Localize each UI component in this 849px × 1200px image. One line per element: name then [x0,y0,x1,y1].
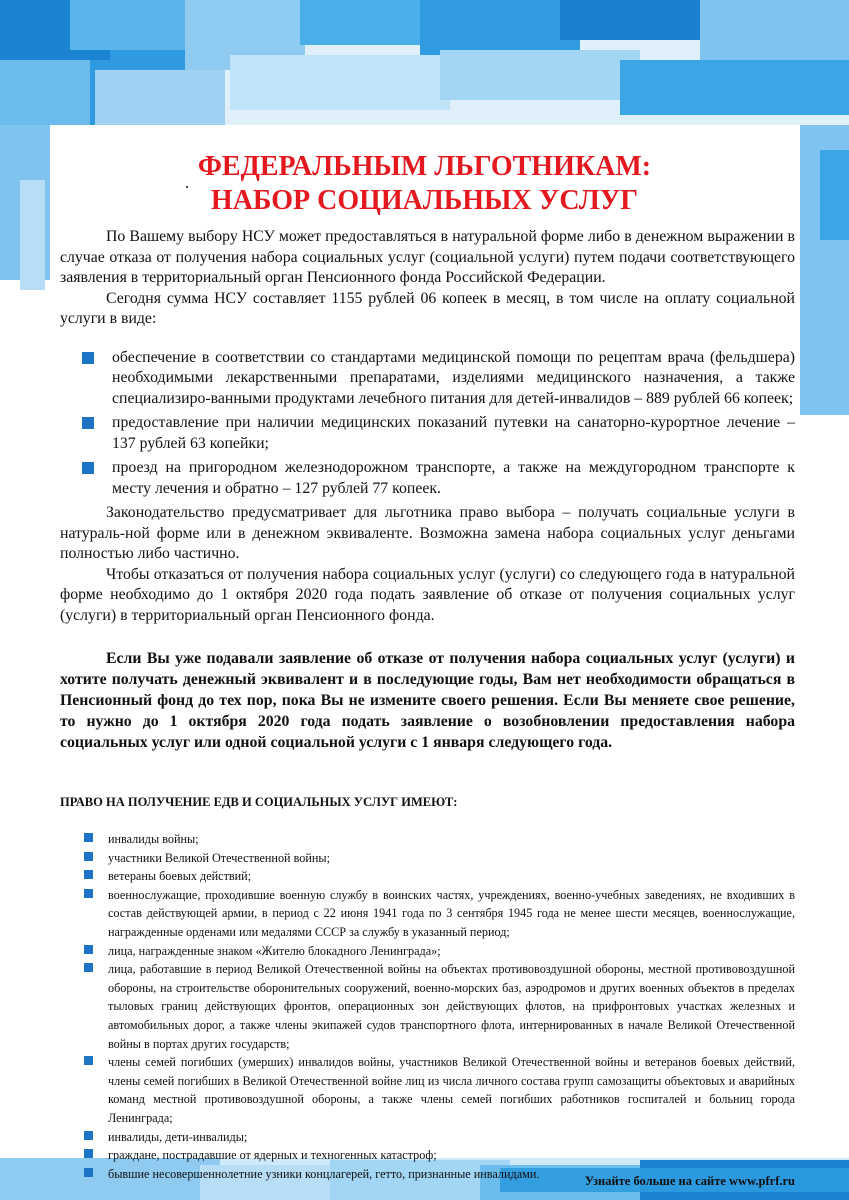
bullet-square-icon [82,462,94,474]
title-line-1: ФЕДЕРАЛЬНЫМ ЛЬГОТНИКАМ: [197,151,652,182]
list-item: граждане, пострадавшие от ядерных и техногенных катастроф; [60,1146,795,1165]
bullet-square-icon [82,417,94,429]
list-item: инвалиды войны; [60,830,795,849]
bullet-square-icon [84,870,93,879]
list-item: участники Великой Отечественной войны; [60,849,795,868]
intro-paragraph-2: Сегодня сумма НСУ составляет 1155 рублей 06 копеек в месяц, в том числе на оплату социальной услуги в виде: [60,289,795,327]
intro-paragraph-1: По Вашему выбору НСУ может предоставляться в натуральной форме либо в денежном выражении в случае отказа от получения набора социальных услуг (социальной услуги) путем подачи соответствующего заявления в территориальный орган Пенсионного фонда Российской Федерации. [60,228,795,286]
list-item: проезд на пригородном железнодорожном транспорте, а также на междугородном транспорте к месту лечения и обратно – 127 рублей 77 копеек. [60,458,795,499]
bullet-square-icon [84,1149,93,1158]
list-item: лица, награжденные знаком «Жителю блокадного Ленинграда»; [60,942,795,961]
bullet-square-icon [84,945,93,954]
page-title [0,150,849,218]
bullet-square-icon [82,352,94,364]
footer-website-link[interactable]: Узнайте больше на сайте www.pfrf.ru [584,1174,795,1188]
bullet-square-icon [84,963,93,972]
list-item: обеспечение в соответствии со стандартами медицинской помощи по рецептам врача (фельдшера) необходимыми лекарственными препаратами, изделиями медицинского назначения, а также специализиро-ванными продуктами лечебного питания для детей-инвалидов – 889 рублей 66 копеек; [60,348,795,410]
bullet-square-icon [84,852,93,861]
title-line-2: НАБОР СОЦИАЛЬНЫХ УСЛУГ [210,185,639,216]
bullet-square-icon [84,1056,93,1065]
dot-mark [186,186,188,188]
list-item: члены семей погибших (умерших) инвалидов войны, участников Великой Отечественной войны и ветеранов боевых действий, члены семей погибших в Великой Отечественной войне лиц из числа личного состава групп самозащиты объектовых и аварийных команд местной противовоздушной обороны, а также члены семей погибших работников госпиталей и больниц города Ленинграда; [60,1053,795,1127]
list-item: бывшие несовершеннолетние узники концлагерей, гетто, признанные инвалидами. [60,1165,795,1184]
list-item: инвалиды, дети-инвалиды; [60,1128,795,1147]
list-item: лица, работавшие в период Великой Отечественной войны на объектах противовоздушной обороны, местной противовоздушной обороны, на строительстве оборонительных сооружений, военно-морских баз, аэродромов и других военных объектов в пределах тыловых границ действующих фронтов, операционных зон действующих флотов, на прифронтовых участках железных и автомобильных дорог, а также члены экипажей судов транспортного флота, интернированных в начале Великой Отечественной войны в портах других государств; [60,960,795,1053]
rights-list [60,830,795,1183]
main-text [60,227,795,753]
list-item: военнослужащие, проходившие военную службу в воинских частях, учреждениях, военно-учебных заведениях, не входивших в состав действующей армии, в период с 22 июня 1941 года по 3 сентября 1945 года не менее шести месяцев, военнослужащие, награжденные орденами или медалями СССР за службу в указанный период; [60,886,795,942]
bullet-square-icon [84,1168,93,1177]
list-item: предоставление при наличии медицинских показаний путевки на санаторно-курортное лечение – 137 рублей 63 копейки; [60,413,795,454]
important-notice: Если Вы уже подавали заявление об отказе от получения набора социальных услуг (услуги) и хотите получать денежный эквивалент и в последующие годы, Вам нет необходимости обращаться в Пенсионный фонд до тех пор, пока Вы не измените своего решения. Если Вы меняете свое решение, то нужно до 1 октября 2020 года подать заявление о возобновлении предоставления набора социальных услуг или одной социальной услуги с 1 января следующего года. [60,650,795,751]
bullet-square-icon [84,833,93,842]
bullet-square-icon [84,1131,93,1140]
bullet-square-icon [84,889,93,898]
choice-paragraph: Законодательство предусматривает для льготника право выбора – получать социальные услуги в натураль-ной форме или в денежном эквиваленте. Возможна замена набора социальных услуг деньгами полностью либо частично. [60,504,795,562]
services-list [60,348,795,500]
refusal-paragraph: Чтобы отказаться от получения набора социальных услуг (услуги) со следующего года в натуральной форме необходимо до 1 октября 2020 года подать заявление об отказе от получения социальных услуг (услуги) в территориальный орган Пенсионного фонда. [60,565,795,624]
list-item: ветераны боевых действий; [60,867,795,886]
rights-heading: ПРАВО НА ПОЛУЧЕНИЕ ЕДВ И СОЦИАЛЬНЫХ УСЛУГ ИМЕЮТ: [60,795,458,809]
